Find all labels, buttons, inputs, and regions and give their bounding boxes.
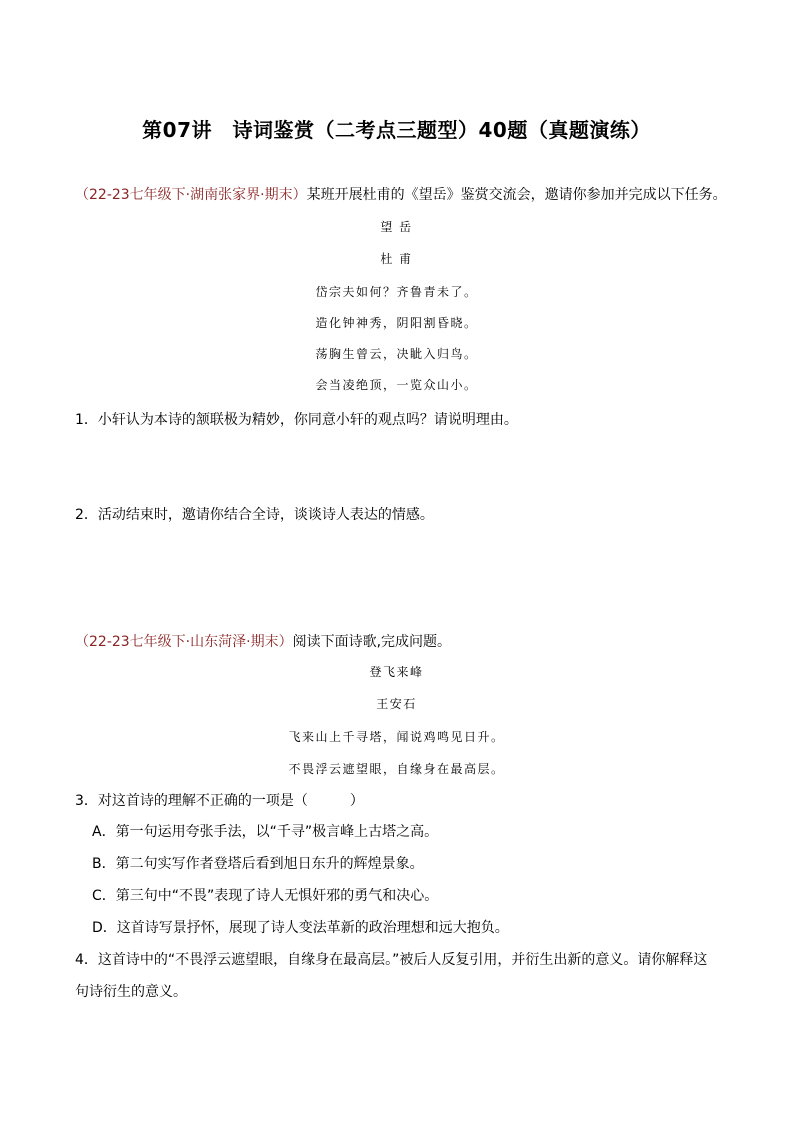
poem2-author: 王安石	[376, 697, 417, 711]
section2-intro: 阅读下面诗歌,完成问题。	[292, 634, 452, 650]
poem1-line: 岱宗夫如何？齐鲁青未了。	[315, 285, 478, 299]
poem1-line: 会当凌绝顶，一览众山小。	[315, 378, 478, 392]
question-4-line2: 句诗衍生的意义。	[75, 984, 187, 1000]
option-c: C．第三句中“不畏”表现了诗人无惧奸邪的勇气和决心。	[92, 888, 439, 904]
poem2-line: 不畏浮云遮望眼，自缘身在最高层。	[288, 762, 505, 776]
question-4-line1: 4．这首诗中的“不畏浮云遮望眼，自缘身在最高层。”被后人反复引用，并衍生出新的意义。请你解释这	[75, 952, 708, 968]
section1-header	[75, 185, 727, 205]
section1-source: （22-23七年级下·湖南张家界·期末）	[75, 187, 307, 203]
poem1-line: 造化钟神秀，阴阳割昏晓。	[315, 316, 478, 330]
poem1-title: 望 岳	[380, 220, 413, 234]
question-3: 3．对这首诗的理解不正确的一项是（ ）	[75, 793, 364, 809]
poem2-title: 登飞来峰	[369, 665, 424, 679]
option-d: D．这首诗写景抒怀，展现了诗人变法革新的政治理想和远大抱负。	[92, 920, 509, 936]
page-title: 第07讲 诗词鉴赏（二考点三题型）40题（真题演练）	[142, 118, 651, 142]
section2-source: （22-23七年级下·山东菏泽·期末）	[75, 634, 293, 650]
question-2: 2．活动结束时，邀请你结合全诗，谈谈诗人表达的情感。	[75, 507, 434, 523]
poem1-author: 杜 甫	[380, 252, 413, 266]
question-1: 1．小轩认为本诗的颔联极为精妙，你同意小轩的观点吗？请说明理由。	[75, 412, 518, 428]
option-b: B．第二句实写作者登塔后看到旭日东升的辉煌景象。	[92, 856, 424, 872]
poem1-line: 荡胸生曾云，决眦入归鸟。	[315, 347, 478, 361]
section2-header	[75, 632, 451, 652]
poem2-line: 飞来山上千寻塔，闻说鸡鸣见日升。	[288, 730, 505, 744]
section1-intro: 某班开展杜甫的《望岳》鉴赏交流会，邀请你参加并完成以下任务。	[306, 187, 727, 203]
option-a: A．第一句运用夸张手法，以“千寻”极言峰上古塔之高。	[92, 824, 439, 840]
